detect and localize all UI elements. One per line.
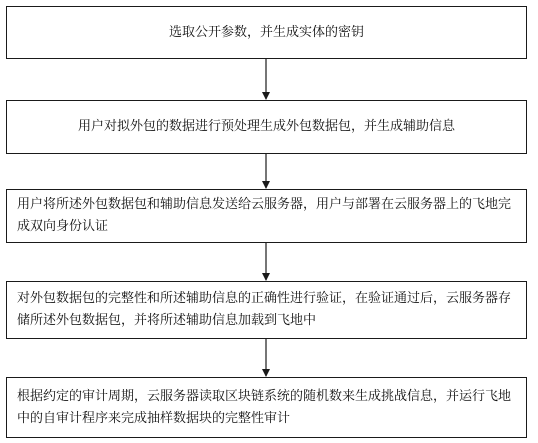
step-2-text: 用户对拟外包的数据进行预处理生成外包数据包，并生成辅助信息 (77, 119, 455, 134)
step-3-text: 用户将所述外包数据包和辅助信息发送给云服务器，用户与部署在云服务器上的飞地完成双向身份认证 (17, 197, 512, 234)
step-2-box (6, 100, 527, 154)
step-5-text: 根据约定的审计周期，云服务器读取区块链系统的随机数来生成挑战信息，并运行飞地中的自审计程序来完成抽样数据块的完整性审计 (17, 388, 512, 426)
step-4-text: 对外包数据包的完整性和所述辅助信息的正确性进行验证，在验证通过后，云服务器存储所述外包数据包，并将所述辅助信息加载到飞地中 (17, 291, 512, 328)
step-1-box (6, 6, 527, 59)
step-4-box (6, 281, 527, 339)
step-3-box (6, 189, 527, 243)
step-1-text: 选取公开参数，并生成实体的密钥 (168, 24, 364, 40)
step-5-box (6, 377, 527, 438)
